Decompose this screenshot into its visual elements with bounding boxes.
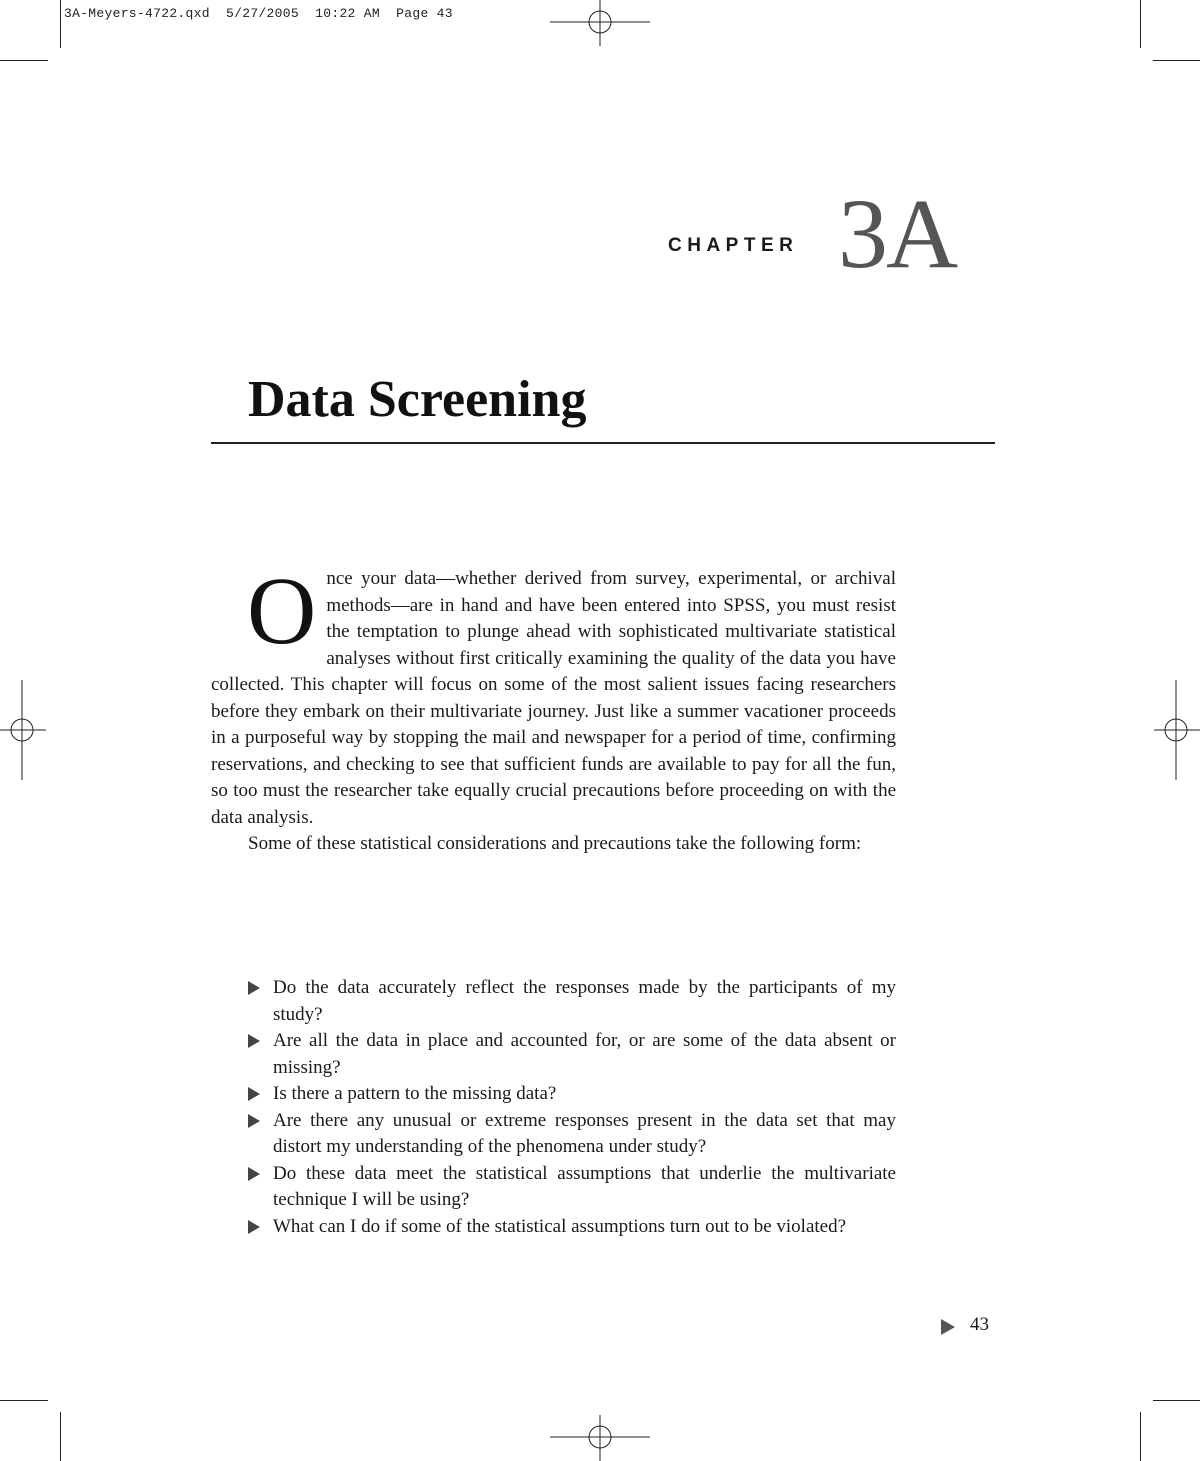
intro-paragraph <box>211 557 896 831</box>
triangle-bullet-icon <box>248 1034 260 1048</box>
list-item: Do the data accurately reflect the responses made by the participants of my study? <box>248 975 896 1028</box>
printer-slug: 3A-Meyers-4722.qxd 5/27/2005 10:22 AM Page 43 <box>64 6 453 21</box>
chapter-number: 3A <box>838 178 957 289</box>
triangle-bullet-icon <box>248 1167 260 1181</box>
paragraph-2: Some of these statistical considerations and precautions take the following form: <box>248 833 862 854</box>
title-rule <box>211 442 995 444</box>
page-title: Data Screening <box>248 371 587 428</box>
list-item: What can I do if some of the statistical assumptions turn out to be violated? <box>248 1214 896 1241</box>
drop-cap: O <box>247 557 317 664</box>
registration-mark-right <box>1154 680 1200 780</box>
triangle-bullet-icon <box>248 1087 260 1101</box>
list-item: Are there any unusual or extreme responses present in the data set that may distort my understanding of the phenomena under study? <box>248 1108 896 1161</box>
folio-triangle-icon <box>941 1319 955 1335</box>
list-item: Do these data meet the statistical assumptions that underlie the multivariate technique I will be using? <box>248 1161 896 1214</box>
body-text <box>211 557 896 858</box>
registration-mark-left <box>0 680 46 780</box>
list-item: Are all the data in place and accounted for, or are some of the data absent or missing? <box>248 1028 896 1081</box>
triangle-bullet-icon <box>248 981 260 995</box>
page-number: 43 <box>970 1314 989 1335</box>
registration-mark-top <box>550 0 650 46</box>
bullet-list <box>248 975 896 1240</box>
chapter-label: CHAPTER <box>668 235 799 256</box>
registration-mark-bottom <box>550 1415 650 1461</box>
intro-text: nce your data—whether derived from survey, experimental, or archival methods—are in hand and have been entered into SPSS, you must resist the temptation to plunge ahead with sophisticated multivariate statistical analyses without first critically examining the quality of the data you have collected. This chapter will focus on some of the most salient issues facing researchers before they embark on their multivariate journey. Just like a summer vacationer proceeds in a purposeful way by stopping the mail and newspaper for a period of time, confirming reservations, and checking to see that sufficient funds are available to pay for all the fun, so too must the researcher take equally crucial precautions before proceeding on with the data analysis. <box>211 568 896 828</box>
list-item: Is there a pattern to the missing data? <box>248 1081 896 1108</box>
triangle-bullet-icon <box>248 1220 260 1234</box>
triangle-bullet-icon <box>248 1114 260 1128</box>
